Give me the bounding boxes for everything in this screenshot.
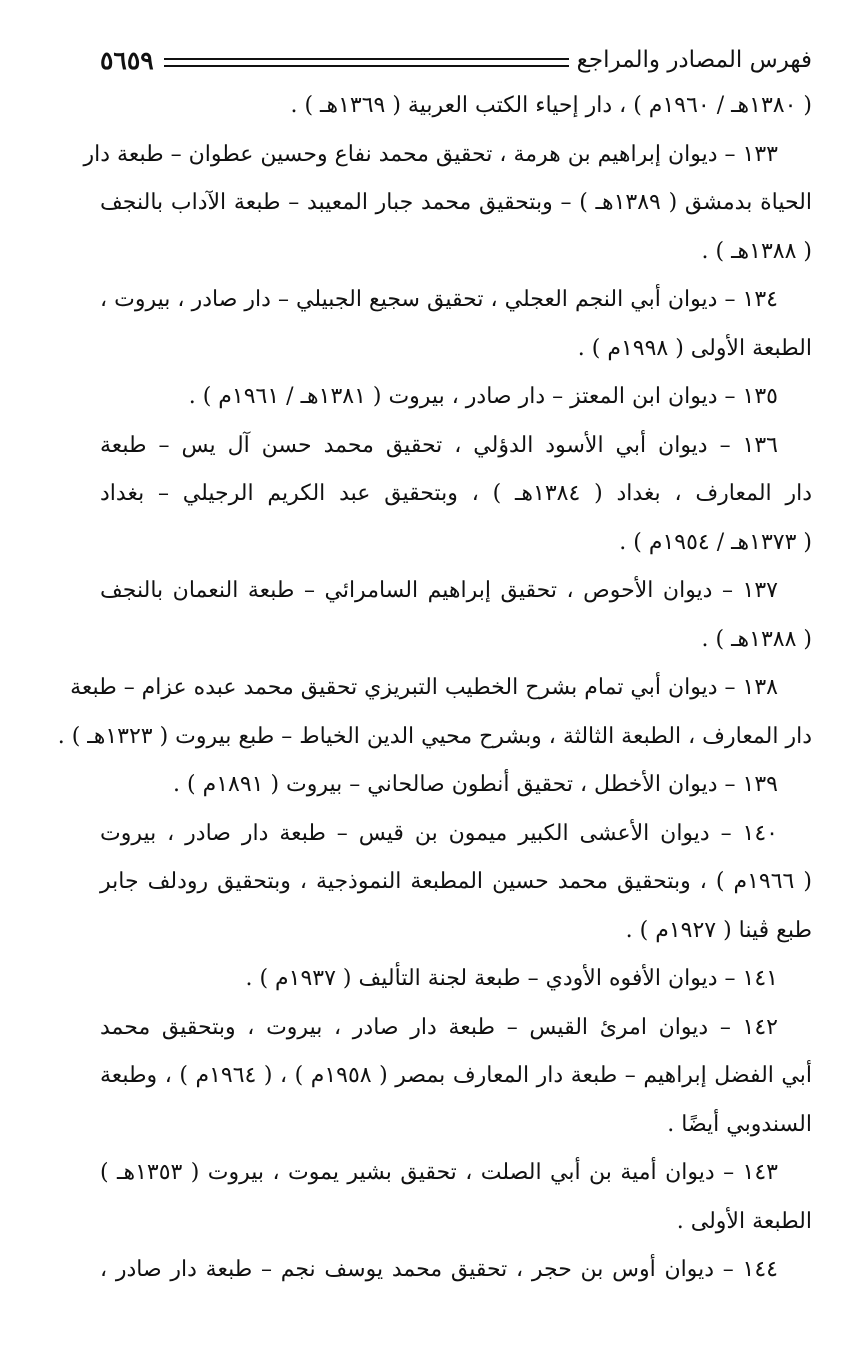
bibliography-text [57, 82, 812, 1295]
text-line: ١٤٢ – ديوان امرئ القيس – طبعة دار صادر ، بيروت ، وبتحقيق محمد [100, 1014, 778, 1040]
text-line: الحياة بدمشق ( ١٣٨٩هـ ) – وبتحقيق محمد جبار المعيبد – طبعة الآداب بالنجف [100, 190, 812, 215]
text-line: ١٣٩ – ديوان الأخطل ، تحقيق أنطون صالحاني – بيروت ( ١٨٩١م ) . [173, 772, 778, 797]
text-line: ١٣٦ – ديوان أبي الأسود الدؤلي ، تحقيق محمد حسن آل يس – طبعة [100, 432, 778, 458]
page-number: ٥٦٥٩ [100, 45, 154, 75]
text-line: ١٣٧ – ديوان الأحوص ، تحقيق إبراهيم السامرائي – طبعة النعمان بالنجف [100, 578, 778, 603]
running-title: فهرس المصادر والمراجع [576, 47, 812, 73]
text-line: دار المعارف ، الطبعة الثالثة ، وبشرح محيي الدين الخياط – طبع بيروت ( ١٣٢٣هـ ) . [57, 723, 812, 749]
document-page [57, 40, 812, 1295]
text-line: ١٣٥ – ديوان ابن المعتز – دار صادر ، بيروت ( ١٣٨١هـ / ١٩٦١م ) . [188, 384, 778, 409]
header-rule [164, 58, 569, 67]
text-line: السندوبي أيضًا . [667, 1111, 812, 1137]
text-line: ( ١٩٦٦م ) ، وبتحقيق محمد حسين المطبعة النموذجية ، وبتحقيق رودلف جابر [100, 869, 812, 894]
text-line: ١٤٠ – ديوان الأعشى الكبير ميمون بن قيس – طبعة دار صادر ، بيروت [100, 820, 778, 846]
text-line: ١٤٤ – ديوان أوس بن حجر ، تحقيق محمد يوسف نجم – طبعة دار صادر ، [100, 1257, 778, 1282]
text-line: ١٣٣ – ديوان إبراهيم بن هرمة ، تحقيق محمد نفاع وحسين عطوان – طبعة دار [83, 141, 778, 167]
text-line: ( ١٣٨٨هـ ) . [701, 238, 812, 264]
text-line: ١٤١ – ديوان الأفوه الأودي – طبعة لجنة التأليف ( ١٩٣٧م ) . [245, 966, 778, 991]
text-line: طبع ڤينا ( ١٩٢٧م ) . [625, 917, 812, 943]
text-line: ( ١٣٨٠هـ / ١٩٦٠م ) ، دار إحياء الكتب العربية ( ١٣٦٩هـ ) . [290, 93, 812, 118]
page-header [100, 40, 812, 80]
text-line: الطبعة الأولى ( ١٩٩٨م ) . [577, 335, 812, 361]
text-line: دار المعارف ، بغداد ( ١٣٨٤هـ ) ، وبتحقيق عبد الكريم الرجيلي – بغداد [100, 481, 812, 506]
text-line: ١٣٤ – ديوان أبي النجم العجلي ، تحقيق سجيع الجبيلي – دار صادر ، بيروت ، [100, 287, 778, 312]
text-line: أبي الفضل إبراهيم – طبعة دار المعارف بمصر ( ١٩٥٨م ) ، ( ١٩٦٤م ) ، وطبعة [100, 1063, 812, 1088]
text-line: ( ١٣٨٨هـ ) . [701, 626, 812, 652]
text-line: ١٤٣ – ديوان أمية بن أبي الصلت ، تحقيق بشير يموت ، بيروت ( ١٣٥٣هـ ) [100, 1160, 778, 1185]
text-line: ( ١٣٧٣هـ / ١٩٥٤م ) . [619, 529, 812, 555]
text-line: الطبعة الأولى . [676, 1208, 812, 1234]
text-line: ١٣٨ – ديوان أبي تمام بشرح الخطيب التبريزي تحقيق محمد عبده عزام – طبعة [70, 675, 778, 700]
